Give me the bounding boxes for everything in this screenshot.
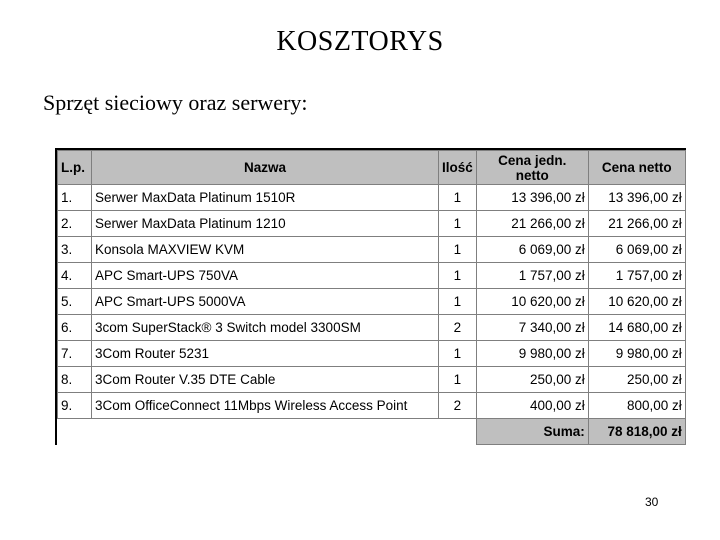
cell-lp: 7.	[58, 341, 92, 367]
cell-lp: 8.	[58, 367, 92, 393]
cell-unit-price: 21 266,00 zł	[476, 211, 588, 237]
sum-row	[58, 419, 686, 445]
cell-name: 3Com Router 5231	[92, 341, 439, 367]
cell-qty: 1	[439, 237, 477, 263]
header-name: Nazwa	[92, 151, 439, 185]
cell-unit-price: 1 757,00 zł	[476, 263, 588, 289]
table-row	[58, 367, 686, 393]
table-header-row	[58, 151, 686, 185]
cell-net-price: 14 680,00 zł	[588, 315, 685, 341]
table-row	[58, 185, 686, 211]
cell-net-price: 10 620,00 zł	[588, 289, 685, 315]
cell-qty: 1	[439, 341, 477, 367]
cell-qty: 1	[439, 289, 477, 315]
section-subtitle: Sprzęt sieciowy oraz serwery:	[43, 90, 308, 115]
cost-table	[57, 150, 686, 445]
cell-name: Serwer MaxData Platinum 1210	[92, 211, 439, 237]
header-unit-price-line2: netto	[515, 167, 549, 183]
cell-name: Serwer MaxData Platinum 1510R	[92, 185, 439, 211]
table-row	[58, 315, 686, 341]
table-row	[58, 211, 686, 237]
sum-spacer	[439, 419, 477, 445]
cell-qty: 1	[439, 185, 477, 211]
cell-lp: 2.	[58, 211, 92, 237]
cell-name: 3com SuperStack® 3 Switch model 3300SM	[92, 315, 439, 341]
cell-net-price: 1 757,00 zł	[588, 263, 685, 289]
cell-lp: 6.	[58, 315, 92, 341]
cell-qty: 1	[439, 263, 477, 289]
table-row	[58, 341, 686, 367]
cell-net-price: 21 266,00 zł	[588, 211, 685, 237]
cell-net-price: 13 396,00 zł	[588, 185, 685, 211]
header-qty: Ilość	[439, 151, 477, 185]
table-row	[58, 393, 686, 419]
table-row	[58, 237, 686, 263]
cost-table-container	[55, 148, 686, 445]
table-row	[58, 289, 686, 315]
cell-lp: 9.	[58, 393, 92, 419]
header-net-price: Cena netto	[588, 151, 685, 185]
header-lp: L.p.	[58, 151, 92, 185]
header-unit-price	[476, 151, 588, 185]
cell-net-price: 9 980,00 zł	[588, 341, 685, 367]
cell-unit-price: 7 340,00 zł	[476, 315, 588, 341]
table-row	[58, 263, 686, 289]
sum-spacer	[92, 419, 439, 445]
cell-qty: 1	[439, 211, 477, 237]
sum-value: 78 818,00 zł	[588, 419, 685, 445]
cell-qty: 2	[439, 315, 477, 341]
cell-name: Konsola MAXVIEW KVM	[92, 237, 439, 263]
sum-spacer	[58, 419, 92, 445]
header-unit-price-line1: Cena jedn.	[498, 152, 567, 168]
cell-name: 3Com Router V.35 DTE Cable	[92, 367, 439, 393]
cell-unit-price: 13 396,00 zł	[476, 185, 588, 211]
cell-unit-price: 250,00 zł	[476, 367, 588, 393]
cell-name: APC Smart-UPS 5000VA	[92, 289, 439, 315]
cell-unit-price: 400,00 zł	[476, 393, 588, 419]
cell-net-price: 250,00 zł	[588, 367, 685, 393]
cell-unit-price: 6 069,00 zł	[476, 237, 588, 263]
cell-lp: 4.	[58, 263, 92, 289]
cell-lp: 5.	[58, 289, 92, 315]
cell-lp: 3.	[58, 237, 92, 263]
cell-name: APC Smart-UPS 750VA	[92, 263, 439, 289]
cell-net-price: 800,00 zł	[588, 393, 685, 419]
page-number: 30	[645, 495, 659, 509]
page-title: KOSZTORYS	[276, 26, 444, 57]
cell-unit-price: 10 620,00 zł	[476, 289, 588, 315]
cell-qty: 2	[439, 393, 477, 419]
cell-net-price: 6 069,00 zł	[588, 237, 685, 263]
cell-lp: 1.	[58, 185, 92, 211]
sum-label: Suma:	[476, 419, 588, 445]
cell-name: 3Com OfficeConnect 11Mbps Wireless Access Point	[92, 393, 439, 419]
cell-qty: 1	[439, 367, 477, 393]
cell-unit-price: 9 980,00 zł	[476, 341, 588, 367]
